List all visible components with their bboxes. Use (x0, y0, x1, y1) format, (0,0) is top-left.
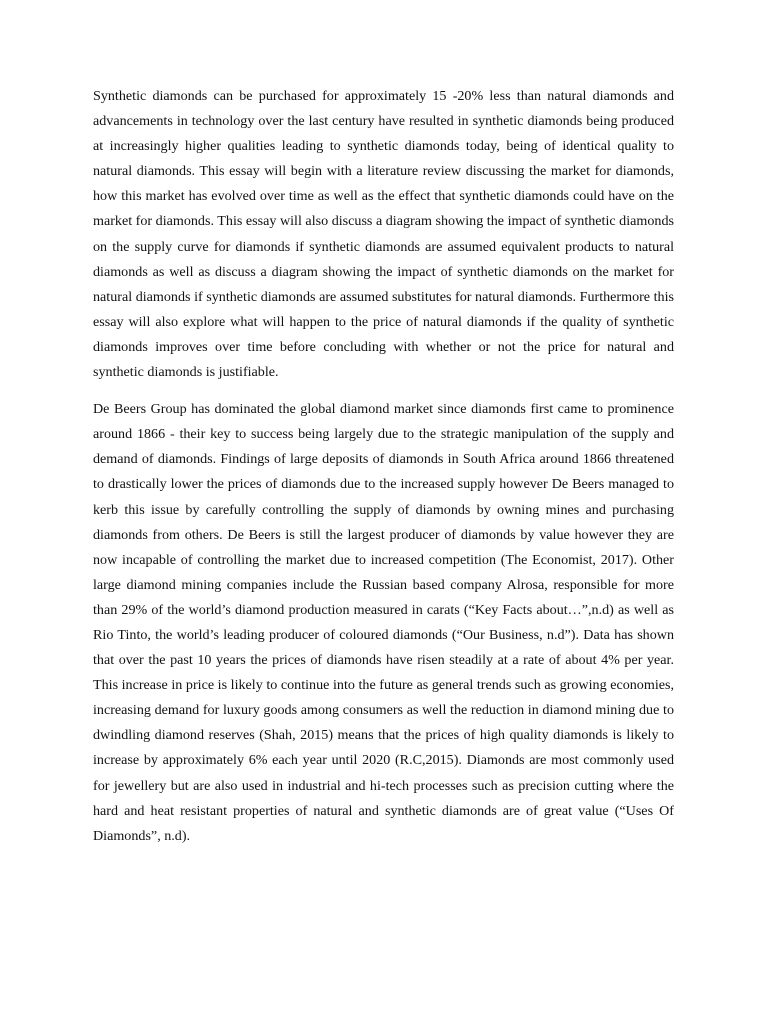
document-body (93, 84, 674, 849)
paragraph-intro: Synthetic diamonds can be purchased for approximately 15 -20% less than natural diamonds and advancements in technology over the last century have resulted in synthetic diamonds being produced at increasingly higher qualities leading to synthetic diamonds today, being of identical quality to natural diamonds. This essay will begin with a literature review discussing the market for diamonds, how this market has evolved over time as well as the effect that synthetic diamonds could have on the market for diamonds. This essay will also discuss a diagram showing the impact of synthetic diamonds on the supply curve for diamonds if synthetic diamonds are assumed equivalent products to natural diamonds as well as discuss a diagram showing the impact of synthetic diamonds on the market for natural diamonds if synthetic diamonds are assumed substitutes for natural diamonds. Furthermore this essay will also explore what will happen to the price of natural diamonds if the quality of synthetic diamonds improves over time before concluding with whether or not the price for natural and synthetic diamonds is justifiable. (93, 88, 674, 381)
paragraph-de-beers: De Beers Group has dominated the global diamond market since diamonds first came to prominence around 1866 - their key to success being largely due to the strategic manipulation of the supply and demand of diamonds. Findings of large deposits of diamonds in South Africa around 1866 threatened to drastically lower the prices of diamonds due to the increased supply however De Beers managed to kerb this issue by carefully controlling the supply of diamonds by owning mines and purchasing diamonds from others. De Beers is still the largest producer of diamonds by value however they are now incapable of controlling the market due to increased competition (The Economist, 2017). Other large diamond mining companies include the Russian based company Alrosa, responsible for more than 29% of the world’s diamond production measured in carats (“Key Facts about…”,n.d) as well as Rio Tinto, the world’s leading producer of coloured diamonds (“Our Business, n.d”). Data has shown that over the past 10 years the prices of diamonds have risen steadily at a rate of about 4% per year. This increase in price is likely to continue into the future as general trends such as growing economies, increasing demand for luxury goods among consumers as well the reduction in diamond mining due to dwindling diamond reserves (Shah, 2015) means that the prices of high quality diamonds is likely to increase by approximately 6% each year until 2020 (R.C,2015). Diamonds are most commonly used for jewellery but are also used in industrial and hi-tech processes such as precision cutting where the hard and heat resistant properties of natural and synthetic diamonds are of great value (“Uses Of Diamonds”, n.d). (93, 401, 674, 844)
